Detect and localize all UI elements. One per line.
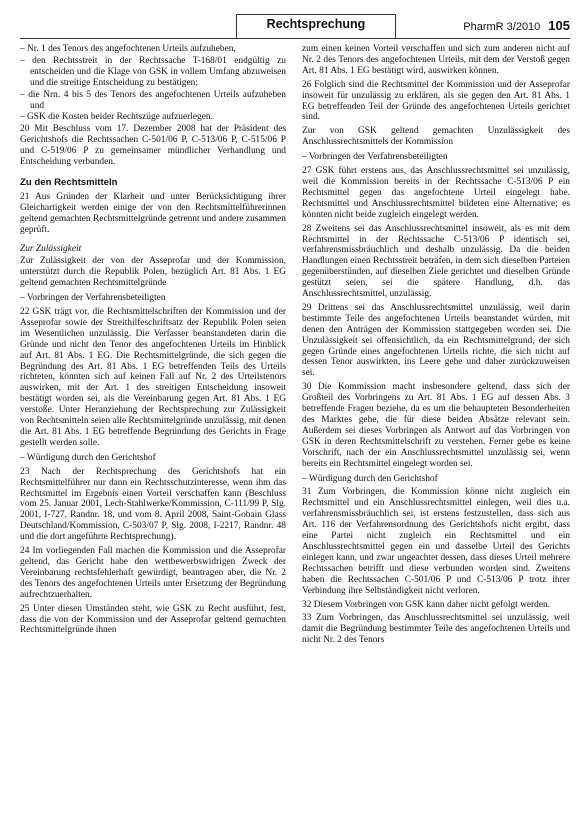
paragraph: 27 GSK führt erstens aus, das Anschlussrechtsmittel sei unzulässig, weil die Kommission bereits in der Rechtssache C-513/06 P ein Rechtsmittel gegen das angefochtene Urteil eingelegt habe. Rechtsmittel und Anschlussrechtsmittel bildeten eine Alternative; es könnten nicht beide zugleich eingelegt werden. <box>302 166 570 220</box>
paragraph: 33 Zum Vorbringen, das Anschlussrechtsmittel sei unzulässig, weil damit die Begründung bestimmter Teile des angefochtenen Urteils und nicht Nr. 2 des Tenors <box>302 613 570 646</box>
bullet-heading: – Würdigung durch den Gerichtshof <box>20 452 156 463</box>
paragraph: Zur von GSK geltend gemachten Unzulässigkeit des Anschlussrechtsmittels der Kommission <box>302 126 570 148</box>
list-item: – die Nrn. 4 bis 5 des Tenors des angefochtenen Urteils aufzuheben und <box>20 89 286 111</box>
list-item: – Nr. 1 des Tenors des angefochtenen Urteils aufzuheben, <box>20 44 236 54</box>
paragraph: 25 Unter diesen Umständen steht, wie GSK zu Recht ausführt, fest, dass die von der Kommission und der Asseprofar geltend gemachten Rechtsmittelgründe ihnen <box>20 603 286 636</box>
list-item: – GSK die Kosten beider Rechtszüge aufzuerlegen. <box>20 112 213 123</box>
bullet-heading: – Vorbringen der Verfahrensbeteiligten <box>302 152 448 163</box>
journal-reference <box>463 18 570 33</box>
paragraph: 32 Diesem Vorbringen von GSK kann daher nicht gefolgt werden. <box>302 599 551 610</box>
paragraph: 28 Zweitens sei das Anschlussrechtsmittel insoweit, als es mit dem Rechtsmittel in der Rechtssache C-513/06 P identisch sei, verfahrensmissbräuchlich und deshalb unzulässig. Da die beiden Handlungen einen Rechtsstreit beträfen, in dem sich dieselben Parteien gegenüberstünden, auf dieselben Ziele gerichtet und dieselben Gründe gestützt seien, sei die spätere Handlung, d.h. das Anschlussrechtsmittel, unzulässig. <box>302 223 570 300</box>
paragraph: 22 GSK trägt vor, die Rechtsmittelschriften der Kommission und der Asseprofar sowie der Streithilfeschriftsatz der Republik Polen seien im Wesentlichen unzulässig. Die Verfasser beanstandeten darin die Gründe und nicht den Tenor des angefochtenen Urteils im Hinblick auf Art. 81 Abs. 1 EG. Die Rechtsmittelgründe, die sich gegen die Begründung des Art. 81 Abs. 1 EG betreffenden Teils des Urteils richteten, könnten sich auf keinen Fall auf Nr. 2 des Urteilstenors auswirken, mit der Art. 1 des streitigen Entscheidung insoweit bestätigt worden sei, als die Vereinbarung gegen Art. 81 Abs. 1 EG verstoße. Unter Heranziehung der Rechtsprechung zur Zulässigkeit von Rechtsmitteln seien alle Rechtsmittelgründe unzulässig, mit denen die Art. 81 Abs. 1 EG betreffende Begründung des Gerichts in Frage gestellt werden solle. <box>20 307 286 448</box>
left-column <box>20 44 286 639</box>
paragraph: Zur Zulässigkeit der von der Asseprofar und der Kommission, unterstützt durch die Republik Polen, bezüglich Art. 81 Abs. 1 EG geltend gemachten Rechtsmittelgründe <box>20 256 286 289</box>
subsection-heading: Zur Zulässigkeit <box>20 243 82 254</box>
section-heading: Zu den Rechtsmitteln <box>20 176 118 188</box>
section-title: Rechtsprechung <box>266 17 366 31</box>
paragraph: 20 Mit Beschluss vom 17. Dezember 2008 hat der Präsident des Gerichtshofs die Rechtssachen C-501/06 P, C-513/06 P, C-515/06 P und C-519/06 P zu gemeinsamer mündlicher Verhandlung und Entscheidung verbunden. <box>20 124 286 168</box>
section-tab <box>236 14 396 38</box>
list-item: – den Rechtsstreit in der Rechtssache T-168/01 endgültig zu entscheiden und die Klage von GSK in vollem Umfang abzuweisen und die streitige Entscheidung zu bestätigen; <box>20 55 286 88</box>
paragraph: 26 Folglich sind die Rechtsmittel der Kommission und der Asseprofar insoweit für unzulässig zu erklären, als sie gegen den Art. 81 Abs. 1 EG betreffenden Teil der Gründe des angefochtenen Urteils gerichtet sind. <box>302 79 570 123</box>
paragraph: 29 Drittens sei das Anschlussrechtsmittel unzulässig, weil darin bestimmte Teile des angefochtenen Urteils beanstandet würden, mit denen den Anträgen der Kommission stattgegeben worden sei. Die Unzulässigkeit sei offensichtlich, da ein Rechtsmittelgrund, der sich gegen Gründe eines angefochtenen Urteils richte, die sich nicht auf dessen Tenor auswirkten, ins Leere gehe und daher zurückzuweisen sei. <box>302 302 570 379</box>
bullet-heading: – Vorbringen der Verfahrensbeteiligten <box>20 293 166 304</box>
bullet-heading: – Würdigung durch den Gerichtshof <box>302 473 438 484</box>
paragraph: 24 Im vorliegenden Fall machen die Kommission und die Asseprofar geltend, das Gericht habe den wettbewerbswidrigen Zweck der Vereinbarung rechtsfehlerhaft gewürdigt, beantragen aber, die Nr. 2 des Tenors des angefochtenen Urteils unter Ersetzung der Begründung aufrechtzuerhalten. <box>20 546 286 600</box>
paragraph: 30 Die Kommission macht insbesondere geltend, dass sich der Großteil des Vorbringens zu Art. 81 Abs. 1 EG auf dessen Abs. 3 betreffende Fragen beziehe, da es um die behaupteten Besonderheiten des Marktes gehe, die für diese beiden Absätze relevant sein. Außerdem sei dieses Vorbringen als Antwort auf das Vorbringen von GSK in deren Rechtsmittelschrift zu verstehen. Ferner gebe es keine Vorschrift, nach der ein Anschlussrechtsmittel unzulässig sei, wenn bereits ein Rechtsmittel eingelegt worden sei. <box>302 382 570 469</box>
paragraph: zum einen keinen Vorteil verschaffen und sich zum anderen nicht auf Nr. 2 des Tenors des angefochtenen Urteils, mit dem der Verstoß gegen Art. 81 Abs. 1 EG bestätigt wird, auswirken können. <box>302 44 570 76</box>
paragraph: 31 Zum Vorbringen, die Kommission könne nicht zugleich ein Rechtsmittel und ein Anschlussrechtsmittel einlegen, weil dies u.a. verfahrensmissbräuchlich sei, ist erstens festzustellen, dass sich aus Art. 116 der Verfahrensordnung des Gerichtshofs nicht ergibt, dass eine Partei nicht zugleich ein Rechtsmittel und ein Anschlussrechtsmittel gegen ein und dasselbe Urteil des Gerichts einlegen kann, und zwar ungeachtet dessen, dass dieses Urteil mehrere Rechtssachen betrifft und diese verbunden worden sind. Zweitens haben die Rechtssachen C-501/06 P und C-513/06 P trotz ihrer Verbindung ihre Selbständigkeit nicht verloren. <box>302 487 570 596</box>
journal-name: PharmR 3/2010 <box>463 21 541 33</box>
paragraph: 21 Aus Gründen der Klarheit und unter Berücksichtigung ihrer Gleichartigkeit werden einige der von den Rechtsmittelführerinnen geltend gemachten Rechtsmittelgründe getrennt und andere zusammen geprüft. <box>20 191 286 235</box>
paragraph: 23 Nach der Rechtsprechung des Gerichtshofs hat ein Rechtsmittelführer nur dann ein Rechtsschutzinteresse, wenn ihm das Rechtsmittel im Ergebnis einen Vorteil verschaffen kann (Beschluss vom 25. Januar 2001, Lech-Stahlwerke/Kommission, C-111/99 P, Slg. 2001, I-727, Randnr. 18, und vom 8. April 2008, Saint-Gobain Glass Deutschland/Kommission, C-503/07 P, Slg. 2008, I-2217, Randnr. 48 und die dort angeführte Rechtsprechung). <box>20 466 286 543</box>
page-header <box>20 8 570 39</box>
right-column <box>302 44 570 649</box>
page-number: 105 <box>548 18 570 33</box>
